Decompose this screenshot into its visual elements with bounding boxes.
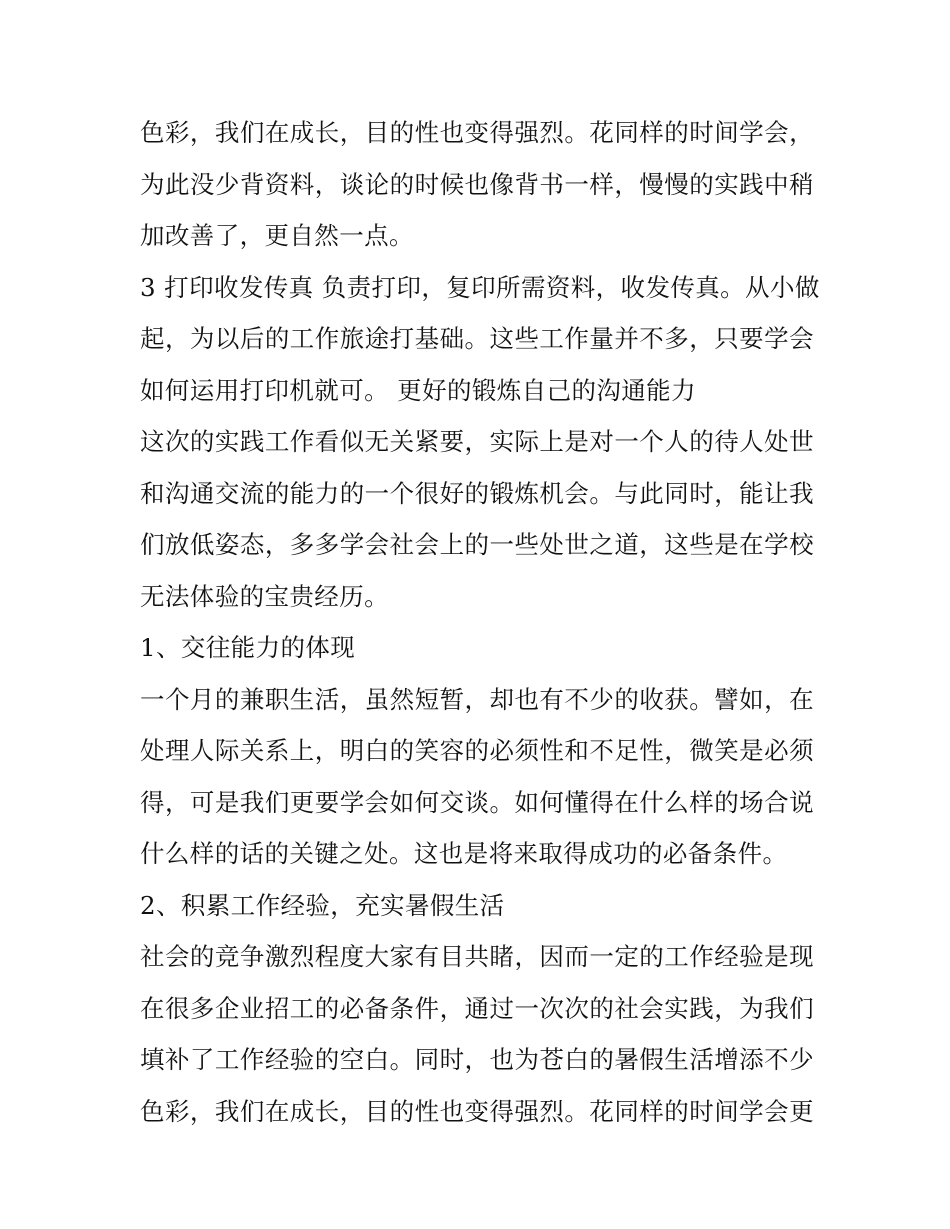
text-line: 一个月的兼职生活，虽然短暂，却也有不少的收获。譬如，在 — [140, 684, 814, 714]
text-line: 起，为以后的工作旅途打基础。这些工作量并不多，只要学会 — [140, 324, 814, 353]
text-line: 无法体验的宝贵经历。 — [140, 581, 389, 611]
text-line: 处理人际关系上，明白的笑容的必须性和不足性，微笑是必须 — [140, 736, 814, 765]
text-line: 3 打印收发传真 负责打印，复印所需资料，收发传真。从小做 — [140, 272, 820, 302]
text-line: 如何运用打印机就可。 更好的锻炼自己的沟通能力 — [140, 375, 696, 405]
text-line: 得，可是我们更要学会如何交谈。如何懂得在什么样的场合说 — [140, 787, 814, 817]
text-line: 为此没少背资料，谈论的时候也像背书一样，慢慢的实践中稍 — [140, 169, 814, 199]
text-line: 在很多企业招工的必备条件，通过一次次的社会实践，为我们 — [140, 993, 814, 1023]
text-line: 这次的实践工作看似无关紧要，实际上是对一个人的待人处世 — [140, 427, 814, 456]
text-line: 色彩，我们在成长，目的性也变得强烈。花同样的时间学会， — [140, 118, 814, 147]
text-line: 什么样的话的关键之处。这也是将来取得成功的必备条件。 — [140, 839, 788, 868]
text-line: 社会的竞争激烈程度大家有目共睹，因而一定的工作经验是现 — [140, 942, 814, 971]
text-line: 和沟通交流的能力的一个很好的锻炼机会。与此同时，能让我 — [140, 478, 814, 508]
text-line: 色彩，我们在成长，目的性也变得强烈。花同样的时间学会更 — [140, 1096, 814, 1126]
text-line: 加改善了，更自然一点。 — [140, 221, 414, 250]
section-heading-experience: 2、积累工作经验，充实暑假生活 — [140, 890, 505, 920]
document-body — [140, 107, 820, 1137]
text-line: 们放低姿态，多多学会社会上的一些处世之道，这些是在学校 — [140, 530, 814, 559]
section-heading-communication: 1、交往能力的体现 — [140, 633, 356, 662]
text-line: 填补了工作经验的空白。同时，也为苍白的暑假生活增添不少 — [140, 1045, 814, 1074]
